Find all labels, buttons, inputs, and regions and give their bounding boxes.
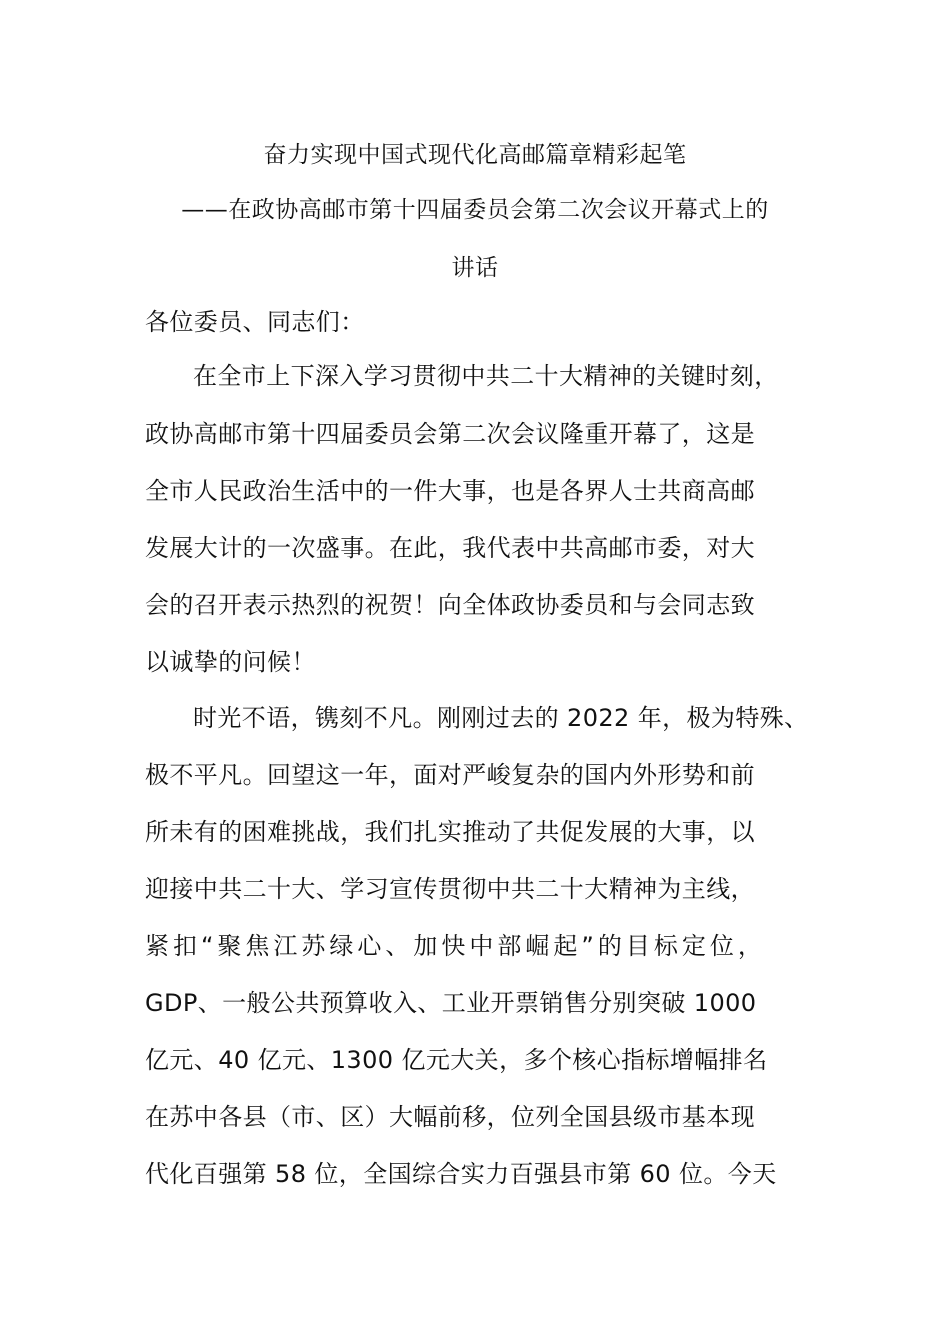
paragraph-line: 政协高邮市第十四届委员会第二次会议隆重开幕了，这是: [145, 420, 755, 448]
paragraph-line: 时光不语，镌刻不凡。刚刚过去的 2022 年，极为特殊、: [193, 704, 809, 732]
paragraph-line: 发展大计的一次盛事。在此，我代表中共高邮市委，对大: [145, 534, 755, 562]
paragraph-line: GDP、一般公共预算收入、工业开票销售分别突破 1000: [145, 989, 757, 1017]
paragraph-line: 所未有的困难挑战，我们扎实推动了共促发展的大事，以: [145, 818, 755, 846]
paragraph-line: 在苏中各县（市、区）大幅前移，位列全国县级市基本现: [145, 1103, 755, 1131]
paragraph-line: 以诚挚的问候！: [145, 648, 316, 676]
paragraph-line: 迎接中共二十大、学习宣传贯彻中共二十大精神为主线，: [145, 875, 755, 903]
document-title: 奋力实现中国式现代化高邮篇章精彩起笔: [263, 142, 687, 168]
salutation: 各位委员、同志们：: [145, 308, 365, 336]
paragraph-line: 全市人民政治生活中的一件大事，也是各界人士共商高邮: [145, 477, 755, 505]
paragraph-line: 在全市上下深入学习贯彻中共二十大精神的关键时刻，: [193, 362, 779, 390]
paragraph-line: 极不平凡。回望这一年，面对严峻复杂的国内外形势和前: [145, 761, 755, 789]
document-subtitle-continued: 讲话: [451, 255, 499, 281]
document-subtitle: ——在政协高邮市第十四届委员会第二次会议开幕式上的: [181, 197, 769, 223]
paragraph-line: 代化百强第 58 位，全国综合实力百强县市第 60 位。今天: [145, 1160, 777, 1188]
paragraph-line: 亿元、40 亿元、1300 亿元大关，多个核心指标增幅排名: [145, 1046, 768, 1074]
paragraph-line: 会的召开表示热烈的祝贺！向全体政协委员和与会同志致: [145, 591, 755, 619]
paragraph-line: 紧扣“聚焦江苏绿心、加快中部崛起”的目标定位，: [145, 932, 766, 960]
